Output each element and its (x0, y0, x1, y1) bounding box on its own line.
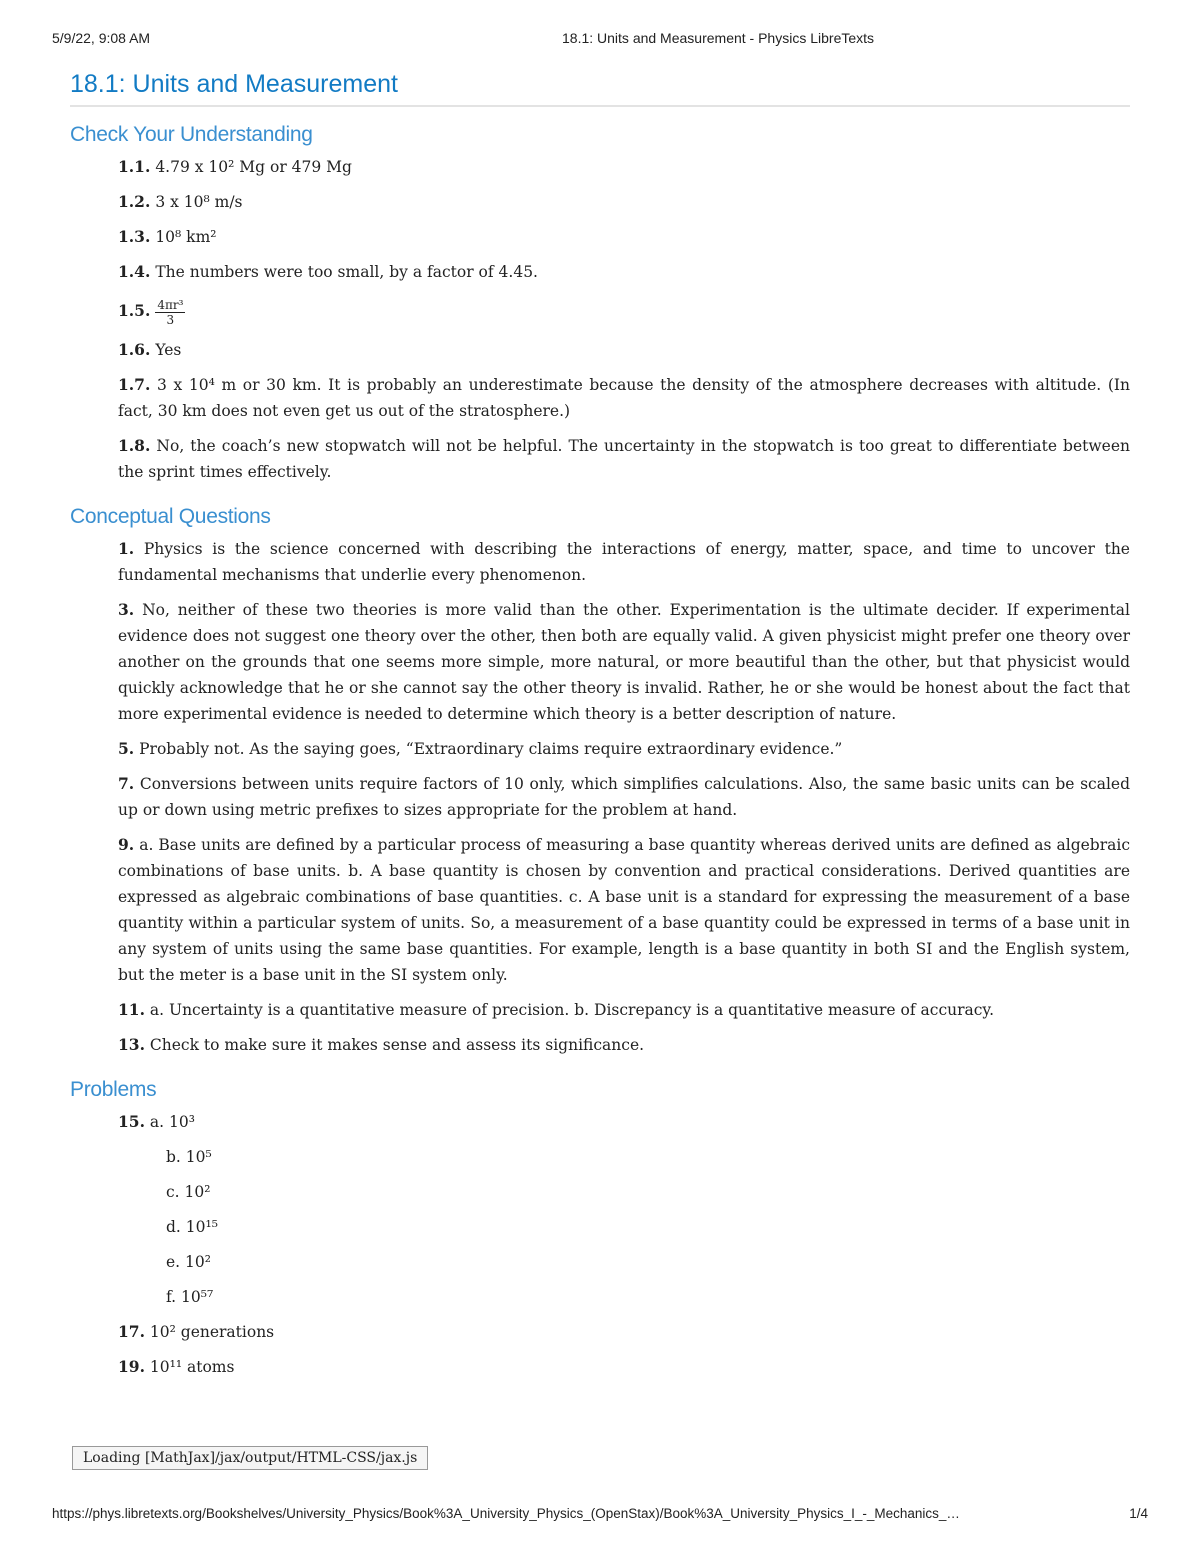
list-item (118, 536, 1130, 588)
fraction-numerator: 4πr³ (157, 297, 184, 312)
item-number: 9. (118, 835, 135, 854)
item-number: 15. (118, 1112, 145, 1131)
list-item (118, 1032, 1130, 1058)
item-text: a. Base units are defined by a particular process of measuring a base quantity whereas derived units are defined as algebraic combinations of base units. b. A base quantity is chosen by convention and practical considerations. Derived quantities are expressed as algebraic combinations of base quantities. c. A base unit is a standard for expressing the measurement of a base quantity within a particular system of units. So, a measurement of a base quantity could be expressed in terms of a base unit in any system of units using the same base quantities. For example, length is a base quantity in both SI and the English system, but the meter is a base unit in the SI system only. (118, 836, 1130, 984)
list-item (118, 259, 1130, 285)
item-number: 1.7. (118, 375, 151, 394)
list-item (118, 294, 1130, 328)
item-text: Physics is the science concerned with describing the interactions of energy, matter, space, and time to uncover the fundamental mechanisms that underlie every phenomenon. (118, 540, 1130, 584)
section-heading-check: Check Your Understanding (70, 123, 313, 146)
item-text: Conversions between units require factors of 10 only, which simplifies calculations. Also, the same basic units can be scaled up or down using metric prefixes to sizes appropriate for the problem at hand. (118, 775, 1130, 819)
mathjax-loading-status: Loading [MathJax]/jax/output/HTML-CSS/jax.js (72, 1446, 428, 1470)
item-number: 1.1. (118, 157, 151, 176)
list-item (118, 597, 1130, 727)
item-text: a. 10³ (149, 1113, 195, 1131)
item-number: 7. (118, 774, 135, 793)
item-number: 1.2. (118, 192, 151, 211)
item-number: 13. (118, 1035, 145, 1054)
item-number: 1.4. (118, 262, 151, 281)
list-item (118, 189, 1130, 215)
item-number: 1.5. (118, 301, 151, 320)
item-text: Yes (155, 341, 182, 359)
item-text: 3 x 10⁸ m/s (155, 193, 243, 211)
item-text: 10⁸ km² (155, 228, 217, 246)
page-url: https://phys.libretexts.org/Bookshelves/University_Physics/Book%3A_University_Physics_(OpenStax)/Book%3A_University_Physics_I_-_Mechanics_… (52, 1506, 960, 1521)
page-content (70, 120, 1130, 1389)
print-date: 5/9/22, 9:08 AM (52, 30, 151, 46)
item-text: No, the coach’s new stopwatch will not be helpful. The uncertainty in the stopwatch is too great to differentiate between the sprint times effectively. (118, 437, 1130, 481)
item-text: The numbers were too small, by a factor of 4.45. (155, 263, 538, 281)
item-text: a. Uncertainty is a quantitative measure of precision. b. Discrepancy is a quantitative measure of accuracy. (149, 1001, 995, 1019)
item-text: 10² generations (149, 1323, 275, 1341)
list-item (118, 1354, 1130, 1380)
list-item (118, 1319, 1130, 1345)
list-item (118, 1109, 1130, 1135)
item-number: 1. (118, 539, 135, 558)
fraction-denominator: 3 (166, 312, 175, 327)
item-number: 5. (118, 739, 135, 758)
fraction (155, 298, 185, 327)
item-text: No, neither of these two theories is more valid than the other. Experimentation is the ultimate decider. If experimental evidence does not suggest one theory over the other, then both are equally valid. A given physicist might prefer one theory over another on the grounds that one seems more simple, more natural, or more beautiful than the other, but that physicist would quickly acknowledge that he or she cannot say the other theory is invalid. Rather, he or she would be honest about the fact that more experimental evidence is needed to determine which theory is a better description of nature. (118, 601, 1130, 723)
section-heading-conceptual: Conceptual Questions (70, 505, 271, 528)
list-item (118, 337, 1130, 363)
list-item (118, 224, 1130, 250)
list-item (118, 832, 1130, 988)
item-text: 3 x 10⁴ m or 30 km. It is probably an underestimate because the density of the atmosphere decreases with altitude. (In fact, 30 km does not even get us out of the stratosphere.) (118, 376, 1130, 420)
list-subitem: c. 10² (166, 1183, 211, 1201)
list-item (118, 372, 1130, 424)
list-subitem: e. 10² (166, 1253, 211, 1271)
print-tab-title: 18.1: Units and Measurement - Physics LibreTexts (562, 30, 875, 46)
item-number: 11. (118, 1000, 145, 1019)
print-header (52, 30, 1148, 50)
item-number: 1.6. (118, 340, 151, 359)
list-subitem: b. 10⁵ (166, 1148, 212, 1166)
item-text: 4.79 x 10² Mg or 479 Mg (155, 158, 352, 176)
item-text: Probably not. As the saying goes, “Extraordinary claims require extraordinary evidence.” (139, 740, 843, 758)
list-item (118, 154, 1130, 180)
item-number: 1.8. (118, 436, 151, 455)
item-number: 3. (118, 600, 135, 619)
item-text: 10¹¹ atoms (149, 1358, 235, 1376)
list-item (118, 997, 1130, 1023)
section-heading-problems: Problems (70, 1078, 157, 1101)
print-footer (52, 1506, 1148, 1526)
page-title: 18.1: Units and Measurement (70, 70, 1130, 107)
list-item (118, 771, 1130, 823)
list-item (118, 736, 1130, 762)
item-text: Check to make sure it makes sense and assess its significance. (149, 1036, 645, 1054)
item-number: 19. (118, 1357, 145, 1376)
page-number: 1/4 (1129, 1506, 1148, 1521)
item-number: 1.3. (118, 227, 151, 246)
list-subitem: f. 10⁵⁷ (166, 1288, 214, 1306)
list-subitem: d. 10¹⁵ (166, 1218, 218, 1236)
list-item (118, 433, 1130, 485)
item-number: 17. (118, 1322, 145, 1341)
